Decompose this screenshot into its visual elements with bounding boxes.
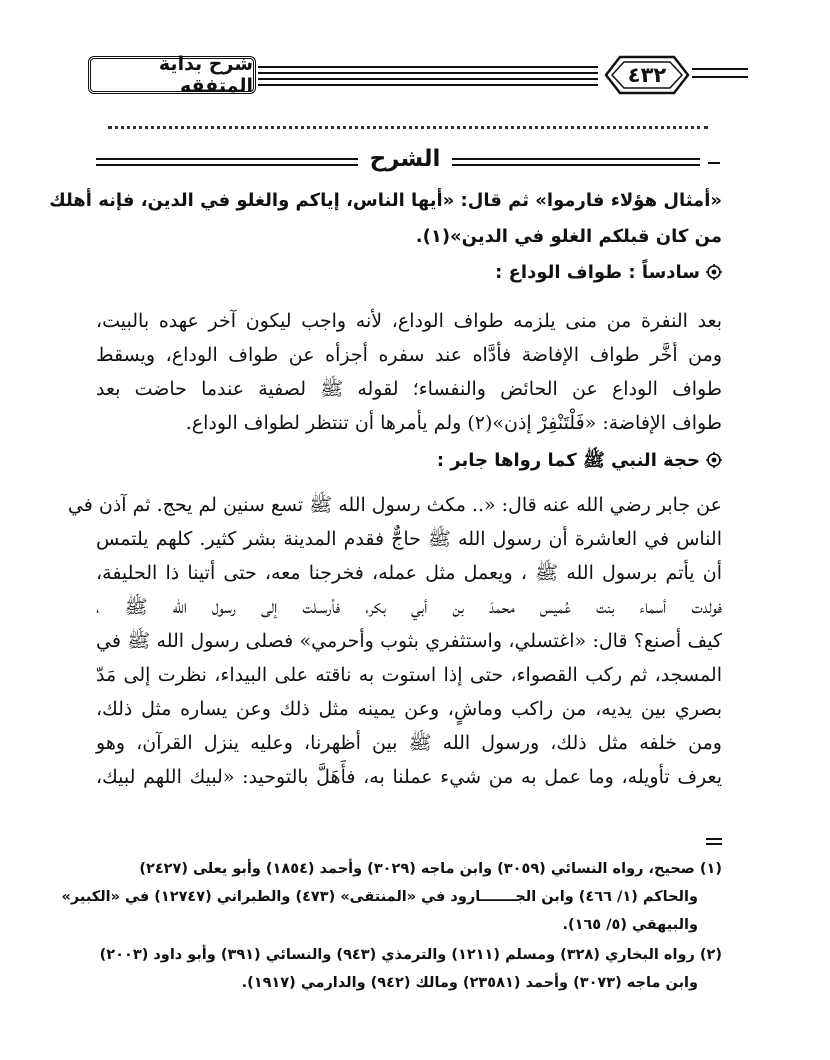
footnote-line: وابن ماجه (٣٠٧٣) وأحمد (٢٣٥٨١) ومالك (٩٤٢) والدارمي (١٩١٧). bbox=[241, 975, 698, 991]
title-rule bbox=[96, 158, 358, 160]
subheading-text: حجة النبي ﷺ كما رواها جابر : bbox=[436, 450, 700, 471]
subheading-text: سادساً : طواف الوداع : bbox=[495, 262, 700, 283]
page-number-badge bbox=[602, 52, 692, 98]
page-number: ٤٣٢ bbox=[627, 63, 667, 87]
footnote-line: والحاكم (١/ ٤٦٦) وابن الجـــــــارود في «المنتقى» (٤٧٣) والطبراني (١٢٧٤٧) في «الكبير» bbox=[61, 889, 698, 905]
header-rule bbox=[258, 84, 598, 86]
footnote-line: (٢) رواه البخاري (٣٢٨) ومسلم (١٢١١) والترمذي (٩٤٣) والنسائي (٣٩١) وأبو داود (٢٠٠٣) bbox=[99, 947, 722, 963]
dotted-divider bbox=[108, 126, 708, 129]
text-line: أن يأتم برسول الله ﷺ ، ويعمل مثل عمله، فخرجنا معه، حتى أتينا ذا الحليفة، bbox=[96, 562, 722, 584]
separator-rule bbox=[706, 843, 722, 845]
text-line: طواف الوداع عن الحائض والنفساء؛ لقوله ﷺ لصفية عندما حاضت بعد bbox=[96, 378, 722, 400]
subheading-prophet-hajj bbox=[96, 444, 722, 478]
title-rule bbox=[452, 158, 700, 160]
text-line: كيف أصنع؟ قال: «اغتسلي، واستثفري بثوب وأحرمي» فصلى رسول الله ﷺ في bbox=[96, 630, 722, 652]
section-title: الشرح bbox=[369, 146, 441, 172]
title-rule bbox=[452, 164, 700, 166]
header-rule bbox=[258, 78, 598, 80]
subheading-farewell-tawaf bbox=[96, 256, 722, 290]
flower-bullet-icon bbox=[706, 452, 722, 468]
footnote-separator bbox=[96, 838, 722, 848]
footnote-line: والبيهقي (٥/ ١٦٥). bbox=[562, 917, 698, 933]
title-end-mark bbox=[708, 162, 720, 164]
section-title-row bbox=[96, 146, 722, 182]
text-line: ومن خلفه مثل ذلك، ورسول الله ﷺ بين أظهرنا، وعليه ينزل القرآن، وهو bbox=[96, 732, 722, 754]
book-title: شرح بداية المتفقه bbox=[158, 53, 253, 97]
footnote-line: (١) صحيح، رواه النسائي (٣٠٥٩) وابن ماجه (٣٠٢٩) وأحمد (١٨٥٤) وأبو يعلى (٢٤٢٧) bbox=[139, 861, 722, 877]
page-header bbox=[88, 50, 748, 100]
flower-bullet-icon bbox=[706, 264, 722, 280]
text-line: المسجد، ثم ركب القصواء، حتى إذا استوت به ناقته على البيداء، نظرت إلى مَدّ bbox=[96, 664, 722, 686]
text-line: طواف الإفاضة: «فَلْتَنْفِرْ إذن»(٢) ولم يأمرها أن تنتظر لطواف الوداع. bbox=[185, 412, 722, 434]
text-line: بصري بين يديه، من راكب وماشٍ، وعن يمينه مثل ذلك وعن يساره مثل ذلك، bbox=[96, 698, 722, 720]
text-line: ومن أخَّر طواف الإفاضة فأدَّاه عند سفره أجزأه عن طواف الوداع، ويسقط bbox=[96, 344, 722, 366]
text-line: عن جابر رضي الله عنه قال: «.. مكث رسول الله ﷺ تسع سنين لم يحج. ثم آذن في bbox=[67, 494, 722, 516]
header-rule bbox=[258, 72, 598, 74]
text-line: الناس في العاشرة أن رسول الله ﷺ حاجٌّ فقدم المدينة بشر كثير. كلهم يلتمس bbox=[96, 528, 722, 550]
title-rule bbox=[96, 164, 358, 166]
text-line: فولدت أسماء بنت عُميس محمدَ بن أبي بكر، فأرسـلت إلى رسول الله ﷺ ، bbox=[96, 596, 722, 618]
text-line: من كان قبلكم الغلو في الدين»(١). bbox=[415, 226, 722, 247]
text-line: «أمثال هؤلاء فارموا» ثم قال: «أيها الناس، إياكم والغلو في الدين، فإنه أهلك bbox=[49, 190, 722, 211]
header-rule bbox=[692, 76, 748, 78]
book-title-box bbox=[88, 53, 256, 97]
text-line: يعرف تأويله، وما عمل به من شيء عملنا به، فأَهَلَّ بالتوحيد: «لبيك اللهم لبيك، bbox=[96, 766, 722, 788]
header-rule bbox=[258, 66, 598, 68]
separator-rule bbox=[706, 838, 722, 840]
header-rule bbox=[692, 68, 748, 70]
text-line: بعد النفرة من منى يلزمه طواف الوداع، لأنه واجب ليكون آخر عهده بالبيت، bbox=[96, 310, 722, 332]
